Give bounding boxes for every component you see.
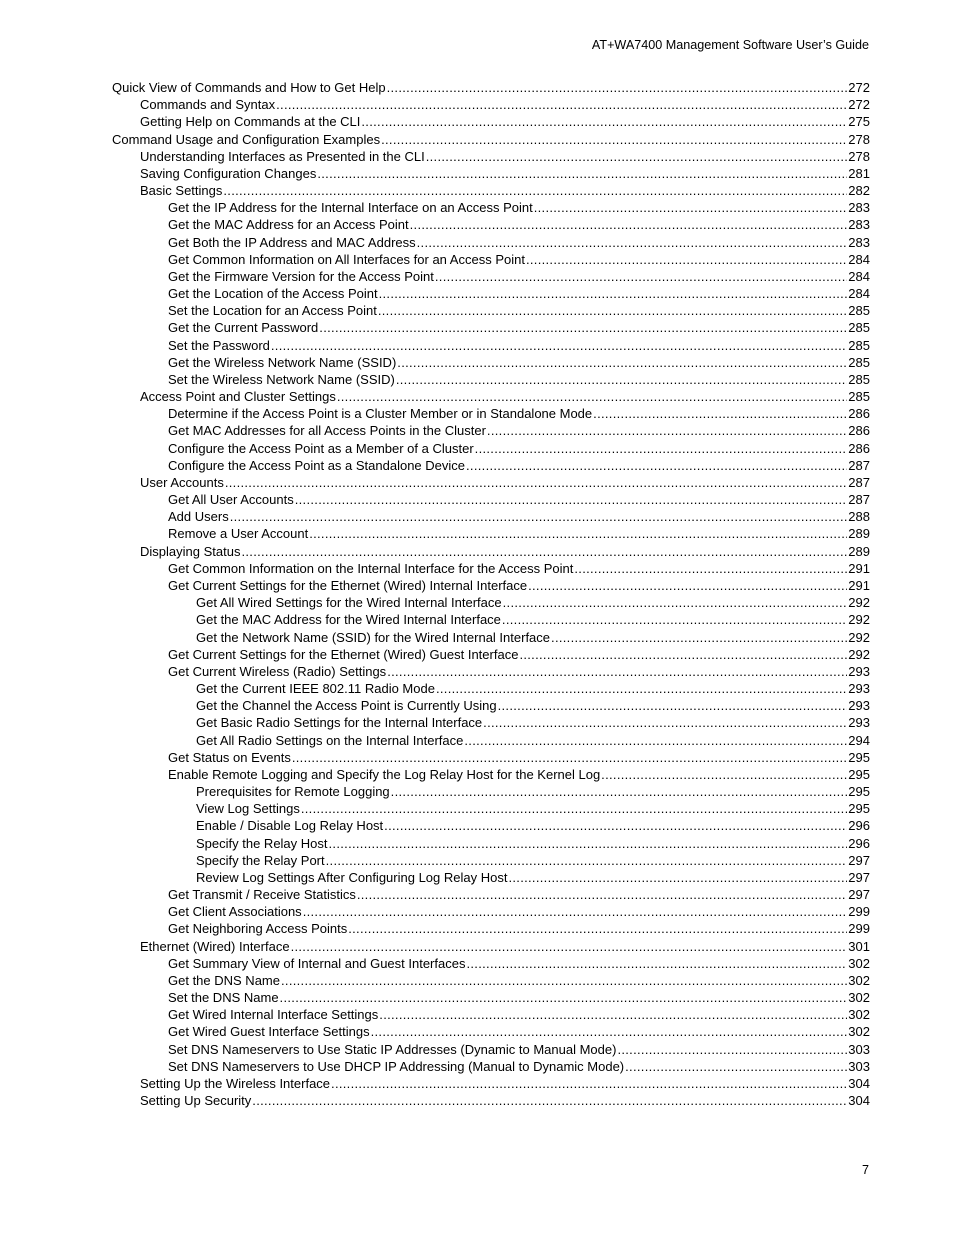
toc-entry-title: Setting Up Security (140, 1093, 252, 1109)
toc-entry-page: 293 (848, 698, 870, 714)
toc-entry-title: Get Common Information on the Internal Interface for the Access Point (168, 560, 574, 576)
toc-entry-page: 285 (848, 354, 870, 370)
toc-entry[interactable] (112, 697, 870, 714)
toc-entry-title: Specify the Relay Port (196, 852, 325, 868)
toc-entry[interactable] (112, 766, 870, 783)
toc-entry-page: 293 (848, 715, 870, 731)
toc-entry[interactable] (112, 835, 870, 852)
toc-dot-leader (466, 457, 847, 474)
toc-entry[interactable] (112, 354, 870, 371)
toc-entry-page: 286 (848, 406, 870, 422)
toc-entry-title: Getting Help on Commands at the CLI (140, 114, 361, 130)
toc-entry-page: 297 (848, 887, 870, 903)
toc-entry-title: Configure the Access Point as a Member of a Cluster (168, 440, 474, 456)
toc-dot-leader (276, 96, 847, 113)
toc-entry-title: Ethernet (Wired) Interface (140, 938, 290, 954)
toc-dot-leader (379, 285, 848, 302)
toc-dot-leader (337, 388, 847, 405)
toc-entry-page: 302 (848, 1024, 870, 1040)
toc-entry-title: Get the Wireless Network Name (SSID) (168, 354, 397, 370)
toc-entry[interactable] (112, 491, 870, 508)
toc-entry-title: Set the Password (168, 337, 270, 353)
toc-entry-title: Get Common Information on All Interfaces for an Access Point (168, 251, 525, 267)
toc-entry[interactable] (112, 131, 870, 148)
toc-entry-page: 289 (848, 526, 870, 542)
toc-entry[interactable] (112, 371, 870, 388)
toc-entry-title: Displaying Status (140, 543, 241, 559)
toc-dot-leader (436, 680, 847, 697)
toc-entry-title: Commands and Syntax (140, 97, 276, 113)
toc-entry-page: 287 (848, 492, 870, 508)
toc-entry-title: Get Client Associations (168, 904, 302, 920)
toc-entry[interactable] (112, 319, 870, 336)
toc-entry-page: 288 (848, 509, 870, 525)
toc-entry-page: 296 (848, 835, 870, 851)
toc-entry-title: Get Both the IP Address and MAC Address (168, 234, 416, 250)
toc-entry-title: User Accounts (140, 474, 224, 490)
toc-entry-title: Remove a User Account (168, 526, 309, 542)
toc-entry[interactable] (112, 234, 870, 251)
toc-entry[interactable] (112, 920, 870, 937)
toc-dot-leader (487, 422, 847, 439)
toc-dot-leader (526, 251, 847, 268)
toc-entry-page: 284 (848, 268, 870, 284)
toc-entry-title: Get Neighboring Access Points (168, 921, 348, 937)
toc-entry-title: Access Point and Cluster Settings (140, 389, 336, 405)
toc-dot-leader (397, 354, 847, 371)
toc-entry-page: 286 (848, 440, 870, 456)
toc-entry-title: Basic Settings (140, 183, 223, 199)
toc-entry-page: 292 (848, 612, 870, 628)
toc-entry-page: 275 (848, 114, 870, 130)
toc-entry-page: 302 (848, 955, 870, 971)
toc-dot-leader (230, 508, 848, 525)
toc-dot-leader (426, 148, 848, 165)
toc-entry[interactable] (112, 216, 870, 233)
toc-entry-title: Determine if the Access Point is a Cluster Member or in Standalone Mode (168, 406, 593, 422)
toc-dot-leader (503, 594, 848, 611)
toc-entry-page: 278 (848, 148, 870, 164)
table-of-contents (112, 79, 870, 1109)
toc-dot-leader (502, 611, 847, 628)
toc-dot-leader (295, 491, 848, 508)
toc-entry-page: 281 (848, 165, 870, 181)
toc-dot-leader (381, 131, 847, 148)
toc-entry-title: Set DNS Nameservers to Use Static IP Addresses (Dynamic to Manual Mode) (168, 1041, 617, 1057)
toc-entry-page: 295 (848, 766, 870, 782)
toc-dot-leader (593, 405, 847, 422)
toc-entry-title: Add Users (168, 509, 229, 525)
toc-entry[interactable] (112, 457, 870, 474)
toc-entry-title: Get the MAC Address for an Access Point (168, 217, 409, 233)
toc-dot-leader (387, 79, 848, 96)
toc-dot-leader (625, 1058, 847, 1075)
toc-entry-title: Set DNS Nameservers to Use DHCP IP Addressing (Manual to Dynamic Mode) (168, 1058, 625, 1074)
toc-entry[interactable] (112, 663, 870, 680)
toc-entry[interactable] (112, 285, 870, 302)
toc-entry-page: 295 (848, 801, 870, 817)
toc-dot-leader (435, 268, 847, 285)
toc-entry-page: 291 (848, 577, 870, 593)
toc-dot-leader (410, 216, 848, 233)
toc-entry[interactable] (112, 405, 870, 422)
toc-entry-title: Configure the Access Point as a Standalone Device (168, 457, 466, 473)
toc-entry-title: Enable / Disable Log Relay Host (196, 818, 384, 834)
toc-dot-leader (281, 972, 847, 989)
toc-entry-page: 284 (848, 286, 870, 302)
toc-entry-title: Set the Wireless Network Name (SSID) (168, 371, 395, 387)
toc-entry-title: Get Current Settings for the Ethernet (Wired) Internal Interface (168, 577, 528, 593)
toc-entry-title: Get Wired Guest Interface Settings (168, 1024, 370, 1040)
toc-entry[interactable] (112, 680, 870, 697)
toc-entry-title: Get All Radio Settings on the Internal Interface (196, 732, 464, 748)
running-header: AT+WA7400 Management Software User’s Guide (591, 38, 869, 52)
toc-dot-leader (357, 886, 847, 903)
toc-entry[interactable] (112, 251, 870, 268)
toc-entry-page: 285 (848, 303, 870, 319)
toc-entry-page: 272 (848, 80, 870, 95)
toc-entry-page: 283 (848, 217, 870, 233)
toc-entry[interactable] (112, 96, 870, 113)
toc-entry-title: Get the IP Address for the Internal Interface on an Access Point (168, 200, 533, 216)
toc-entry[interactable] (112, 989, 870, 1006)
toc-entry-title: View Log Settings (196, 801, 300, 817)
toc-entry-page: 278 (848, 131, 870, 147)
toc-dot-leader (291, 938, 848, 955)
toc-entry-title: Get the MAC Address for the Wired Internal Interface (196, 612, 501, 628)
toc-dot-leader (387, 663, 847, 680)
toc-entry-title: Get the Network Name (SSID) for the Wired Internal Interface (196, 629, 551, 645)
toc-entry[interactable] (112, 714, 870, 731)
toc-entry[interactable] (112, 938, 870, 955)
toc-entry-title: Enable Remote Logging and Specify the Log Relay Host for the Kernel Log (168, 766, 601, 782)
toc-dot-leader (384, 817, 847, 834)
toc-entry[interactable] (112, 646, 870, 663)
toc-entry[interactable] (112, 886, 870, 903)
toc-entry[interactable] (112, 440, 870, 457)
toc-entry-page: 289 (848, 543, 870, 559)
toc-entry-title: Get MAC Addresses for all Access Points in the Cluster (168, 423, 486, 439)
toc-dot-leader (271, 337, 847, 354)
toc-entry-page: 302 (848, 1007, 870, 1023)
toc-entry[interactable] (112, 337, 870, 354)
toc-entry-page: 296 (848, 818, 870, 834)
toc-dot-leader (551, 629, 847, 646)
toc-dot-leader (329, 835, 848, 852)
toc-dot-leader (303, 903, 848, 920)
toc-entry-page: 287 (848, 474, 870, 490)
toc-dot-leader (466, 955, 847, 972)
toc-entry-title: Get Status on Events (168, 749, 291, 765)
toc-entry-page: 297 (848, 869, 870, 885)
toc-entry-page: 283 (848, 200, 870, 216)
toc-entry-page: 292 (848, 629, 870, 645)
toc-entry-title: Get Wired Internal Interface Settings (168, 1007, 379, 1023)
toc-entry[interactable] (112, 594, 870, 611)
toc-entry[interactable] (112, 525, 870, 542)
toc-entry-page: 293 (848, 681, 870, 697)
toc-entry-title: Saving Configuration Changes (140, 165, 317, 181)
toc-entry-title: Get Summary View of Internal and Guest Interfaces (168, 955, 466, 971)
toc-dot-leader (464, 732, 847, 749)
toc-entry[interactable] (112, 268, 870, 285)
toc-entry-title: Get the DNS Name (168, 972, 280, 988)
toc-dot-leader (519, 646, 847, 663)
toc-entry[interactable] (112, 422, 870, 439)
toc-entry[interactable] (112, 1041, 870, 1058)
page-number: 7 (861, 1163, 869, 1177)
toc-entry-page: 285 (848, 389, 870, 405)
toc-entry-page: 303 (848, 1058, 870, 1074)
toc-entry-page: 285 (848, 337, 870, 353)
toc-dot-leader (601, 766, 847, 783)
toc-entry[interactable] (112, 1058, 870, 1075)
toc-entry-title: Get All User Accounts (168, 492, 294, 508)
toc-entry-title: Specify the Relay Host (196, 835, 328, 851)
toc-dot-leader (223, 182, 847, 199)
toc-entry[interactable] (112, 302, 870, 319)
toc-dot-leader (528, 577, 847, 594)
toc-dot-leader (252, 1092, 847, 1109)
toc-entry-title: Get Transmit / Receive Statistics (168, 887, 356, 903)
toc-entry-page: 285 (848, 371, 870, 387)
toc-entry-page: 282 (848, 183, 870, 199)
toc-entry[interactable] (112, 182, 870, 199)
toc-entry[interactable] (112, 817, 870, 834)
toc-dot-leader (417, 234, 848, 251)
toc-dot-leader (574, 560, 847, 577)
toc-entry-page: 285 (848, 320, 870, 336)
toc-entry[interactable] (112, 113, 870, 130)
toc-entry[interactable] (112, 903, 870, 920)
toc-entry[interactable] (112, 1092, 870, 1109)
toc-dot-leader (378, 302, 847, 319)
toc-entry-title: Setting Up the Wireless Interface (140, 1075, 331, 1091)
toc-entry-page: 302 (848, 990, 870, 1006)
toc-entry-title: Command Usage and Configuration Examples (112, 131, 381, 147)
toc-entry-title: Get Current Wireless (Radio) Settings (168, 663, 387, 679)
toc-entry[interactable] (112, 972, 870, 989)
toc-entry-title: Get Current Settings for the Ethernet (Wired) Guest Interface (168, 646, 519, 662)
toc-entry-page: 284 (848, 251, 870, 267)
toc-entry-page: 292 (848, 646, 870, 662)
toc-entry-title: Get the Current IEEE 802.11 Radio Mode (196, 681, 435, 697)
toc-entry[interactable] (112, 577, 870, 594)
toc-dot-leader (371, 1023, 848, 1040)
toc-entry[interactable] (112, 199, 870, 216)
toc-entry[interactable] (112, 560, 870, 577)
toc-entry-page: 303 (848, 1041, 870, 1057)
toc-entry-title: Quick View of Commands and How to Get Help (112, 80, 386, 95)
toc-dot-leader (326, 852, 848, 869)
toc-dot-leader (309, 525, 847, 542)
toc-entry-page: 304 (848, 1075, 870, 1091)
toc-dot-leader (301, 800, 847, 817)
toc-entry-title: Understanding Interfaces as Presented in the CLI (140, 148, 425, 164)
toc-entry[interactable] (112, 732, 870, 749)
toc-entry[interactable] (112, 852, 870, 869)
toc-entry-title: Get All Wired Settings for the Wired Internal Interface (196, 595, 502, 611)
toc-entry[interactable] (112, 474, 870, 491)
toc-entry[interactable] (112, 165, 870, 182)
toc-entry[interactable] (112, 543, 870, 560)
toc-entry[interactable] (112, 800, 870, 817)
toc-entry-page: 299 (848, 904, 870, 920)
toc-dot-leader (498, 697, 848, 714)
toc-entry[interactable] (112, 611, 870, 628)
toc-entry-page: 293 (848, 663, 870, 679)
toc-entry-page: 291 (848, 560, 870, 576)
toc-entry-title: Review Log Settings After Configuring Log Relay Host (196, 869, 508, 885)
toc-entry-page: 286 (848, 423, 870, 439)
toc-entry-title: Get the Channel the Access Point is Currently Using (196, 698, 497, 714)
toc-dot-leader (508, 869, 847, 886)
toc-entry-page: 292 (848, 595, 870, 611)
toc-dot-leader (534, 199, 848, 216)
toc-dot-leader (292, 749, 847, 766)
toc-entry-title: Set the DNS Name (168, 990, 279, 1006)
toc-entry[interactable] (112, 388, 870, 405)
toc-entry-page: 301 (848, 938, 870, 954)
toc-dot-leader (617, 1041, 847, 1058)
toc-entry[interactable] (112, 629, 870, 646)
toc-dot-leader (361, 113, 847, 130)
toc-entry-page: 299 (848, 921, 870, 937)
toc-dot-leader (331, 1075, 847, 1092)
toc-dot-leader (379, 1006, 847, 1023)
toc-entry-title: Get the Firmware Version for the Access Point (168, 268, 434, 284)
toc-dot-leader (317, 165, 847, 182)
toc-entry-title: Set the Location for an Access Point (168, 303, 377, 319)
toc-dot-leader (483, 714, 847, 731)
toc-entry-page: 302 (848, 972, 870, 988)
toc-entry-page: 295 (848, 784, 870, 800)
toc-entry[interactable] (112, 508, 870, 525)
toc-entry[interactable] (112, 869, 870, 886)
toc-dot-leader (225, 474, 847, 491)
toc-entry-title: Get Basic Radio Settings for the Internal Interface (196, 715, 483, 731)
toc-entry[interactable] (112, 783, 870, 800)
toc-dot-leader (241, 543, 847, 560)
toc-entry[interactable] (112, 955, 870, 972)
toc-entry-page: 304 (848, 1093, 870, 1109)
toc-entry-page: 295 (848, 749, 870, 765)
toc-dot-leader (348, 920, 847, 937)
toc-entry-page: 287 (848, 457, 870, 473)
toc-entry[interactable] (112, 1075, 870, 1092)
toc-entry[interactable] (112, 749, 870, 766)
toc-entry[interactable] (112, 1023, 870, 1040)
toc-entry-page: 294 (848, 732, 870, 748)
toc-entry[interactable] (112, 1006, 870, 1023)
toc-dot-leader (280, 989, 848, 1006)
toc-entry[interactable] (112, 148, 870, 165)
toc-entry-page: 297 (848, 852, 870, 868)
toc-dot-leader (391, 783, 848, 800)
toc-dot-leader (475, 440, 848, 457)
toc-entry-page: 283 (848, 234, 870, 250)
toc-entry-title: Get the Location of the Access Point (168, 286, 378, 302)
toc-entry[interactable] (112, 79, 870, 96)
toc-entry-title: Get the Current Password (168, 320, 319, 336)
toc-entry-title: Prerequisites for Remote Logging (196, 784, 390, 800)
toc-dot-leader (396, 371, 847, 388)
toc-entry-page: 272 (848, 97, 870, 113)
toc-dot-leader (319, 319, 847, 336)
